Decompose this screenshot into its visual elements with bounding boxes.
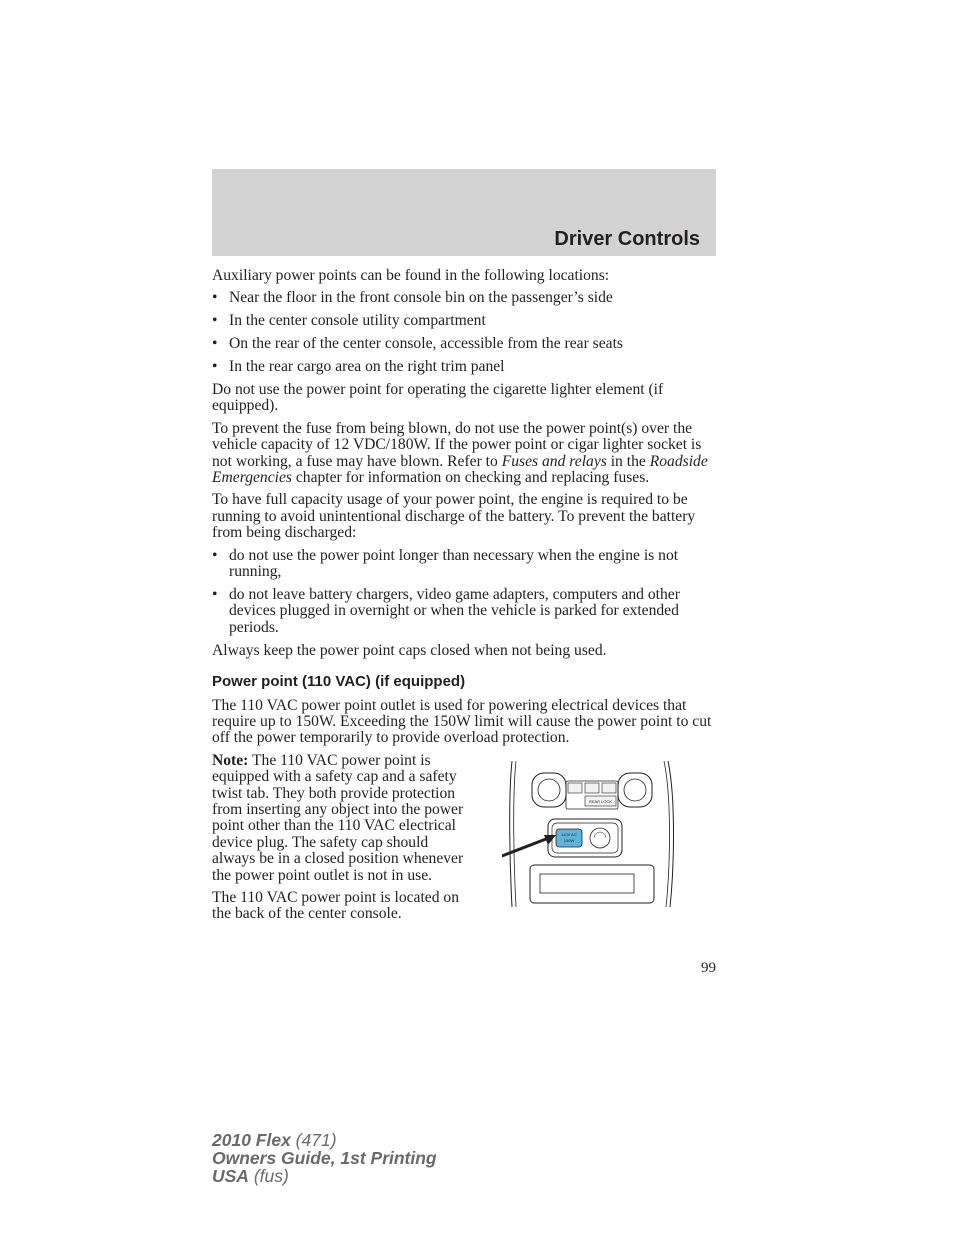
list-item: • In the rear cargo area on the right trim panel [212,359,716,375]
page-number: 99 [701,960,716,976]
svg-text:110V AC: 110V AC [561,831,577,837]
page-content [212,268,716,929]
footer-line-market: USA (fus) [212,1166,289,1186]
roadside-reference: Roadside Emergencies [212,452,708,487]
footer-line-model: 2010 Flex (471) [212,1130,337,1150]
section-title: Driver Controls [554,228,700,250]
footer-line-guide: Owners Guide, 1st Printing [212,1148,437,1168]
header-band [212,169,716,256]
intro-paragraph: Auxiliary power points can be found in the following locations: [212,267,610,284]
list-item: • On the rear of the center console, accessible from the rear seats [212,336,716,352]
caps-paragraph: Always keep the power point caps closed when not being used. [212,641,607,659]
console-illustration [502,759,720,909]
svg-text:150W: 150W [563,837,575,843]
subheading: Power point (110 VAC) (if equipped) [212,673,466,691]
fuse-paragraph: To prevent the fuse from being blown, do not use the power point(s) over the vehicle capacity of 12 VDC/180W. If the power point or cigar lighter socket is not working, a fuse may have blown. Refer to Fuses and relays in the Roadside Emergencies chapter for information on checking and replacing fuses. [212,419,708,487]
note-column [212,753,470,923]
note-label: Note: [212,751,249,769]
location-paragraph: The 110 VAC power point is located on the back of the center console. [212,889,460,923]
note-paragraph: Note: The 110 VAC power point is equipped with a safety cap and a safety twist tab. They both provide protection from inserting any object into the power point other than the 110 VAC electrical device plug. The safety cap should always be in a closed position whenever the power point outlet is not in use. [212,751,464,884]
list-item: • Near the floor in the front console bin on the passenger’s side [212,290,716,306]
locations-list [212,290,716,375]
pointer-arrow [502,839,546,859]
power-point-socket [590,828,610,848]
list-item: • do not use the power point longer than necessary when the engine is not running, [212,548,716,581]
note-section [212,753,716,923]
lighter-warning-paragraph: Do not use the power point for operating the cigarette lighter element (if equipped). [212,381,664,415]
list-item: • In the center console utility compartment [212,313,716,329]
fuses-reference: Fuses and relays [501,452,607,470]
vac-paragraph: The 110 VAC power point outlet is used for powering electrical devices that require up to 150W. Exceeding the 150W limit will cause the power point to cut off the power temporarily to provide overload protection. [212,696,712,747]
list-item: • do not leave battery chargers, video game adapters, computers and other devices plugged in overnight or when the vehicle is parked for extended periods. [212,587,716,636]
rear-lock-label: REAR LOCK [588,798,613,804]
battery-tips-list [212,548,716,637]
footer-info [212,1131,437,1185]
capacity-paragraph: To have full capacity usage of your power point, the engine is required to be running to avoid unintentional discharge of the battery. To prevent the battery from being discharged: [212,491,696,542]
